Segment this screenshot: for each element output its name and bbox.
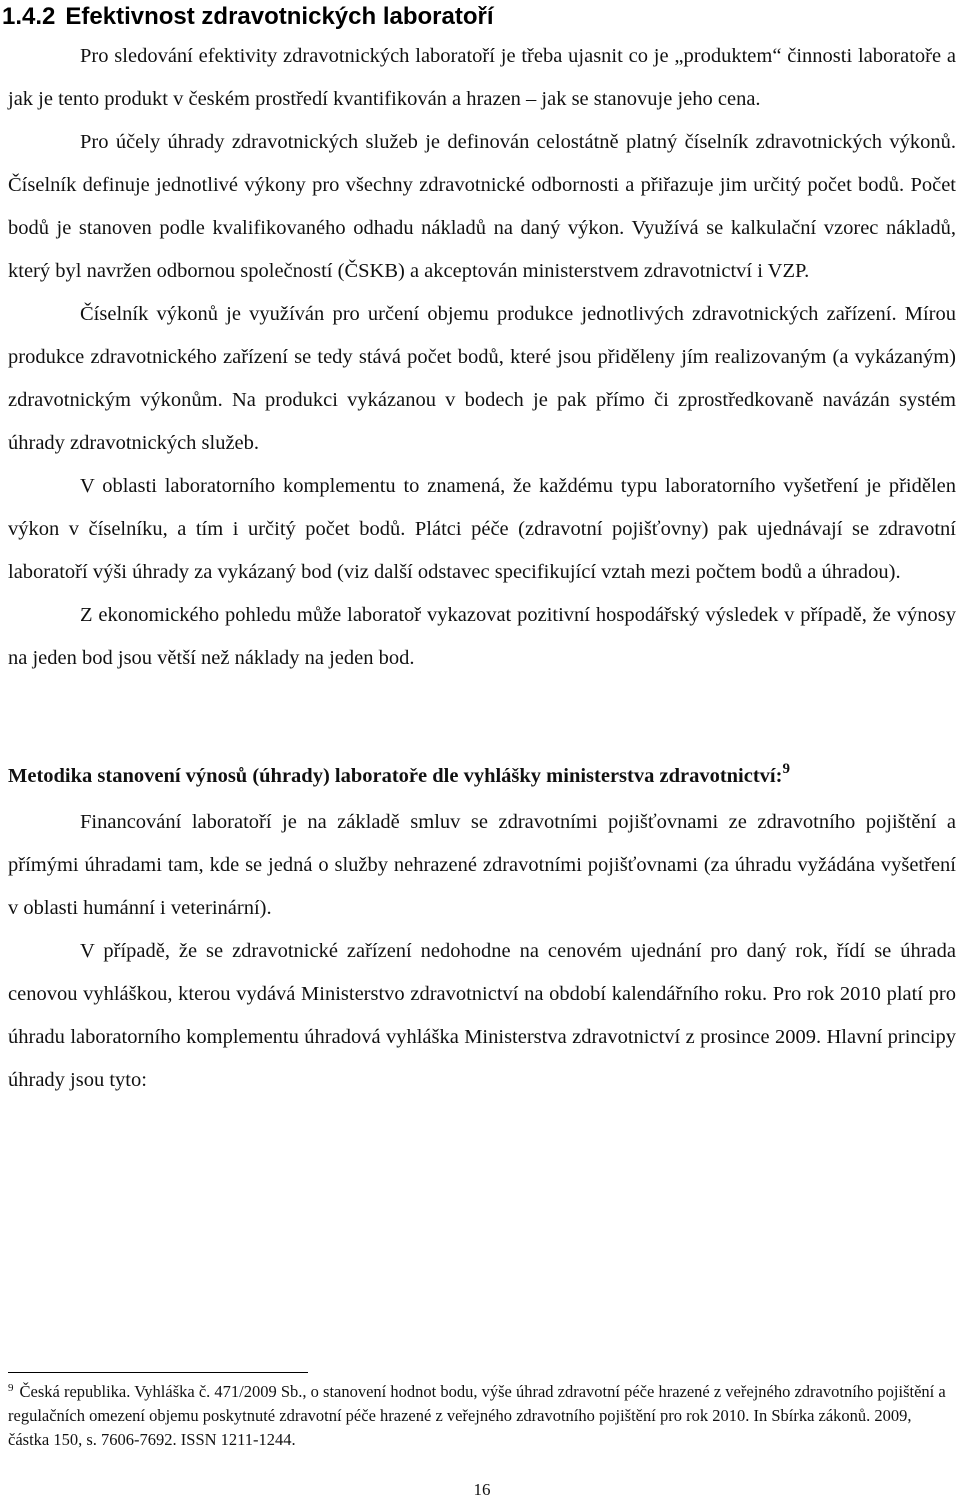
paragraph: Pro účely úhrady zdravotnických služeb je definován celostátně platný číselník zdravotnických výkonů. Číselník definuje jednotlivé výkony pro všechny zdravotnické odbornosti a přiřazuje jim určitý počet bodů. Počet bodů je stanoven podle kvalifikovaného odhadu nákladů na daný výkon. Využívá se kalkulační vzorec nákladů, který byl navržen odbornou společností (ČSKB) a akceptován ministerstvem zdravotnictví i VZP. (8, 131, 956, 282)
footnote-text: Česká republika. Vyhláška č. 471/2009 Sb., o stanovení hodnot bodu, výše úhrad zdravotní péče hrazené z veřejného zdravotního pojištění a regulačních omezení objemu poskytnuté zdravotní péče hrazené z veřejného zdravotního pojištění pro rok 2010. In Sbírka zákonů. 2009, částka 150, s. 7606-7692. ISSN 1211-1244. (8, 1382, 946, 1449)
page-number: 16 (473, 1480, 491, 1499)
document-page (2, 0, 956, 1102)
footnote-divider (8, 1372, 308, 1373)
section-number: 1.4.2 (2, 3, 56, 30)
paragraph: Z ekonomického pohledu může laboratoř vykazovat pozitivní hospodářský výsledek v případě, že výnosy na jeden bod jsou větší než náklady na jeden bod. (8, 604, 956, 669)
footnote-number: 9 (8, 1382, 14, 1394)
paragraph: V případě, že se zdravotnické zařízení nedohodne na cenovém ujednání pro daný rok, řídí se úhrada cenovou vyhláškou, kterou vydává Ministerstvo zdravotnictví na období kalendářního roku. Pro rok 2010 platí pro úhradu laboratorního komplementu úhradová vyhláška Ministerstva zdravotnictví z prosince 2009. Hlavní principy úhrady jsou tyto: (8, 940, 956, 1091)
footnote (8, 1380, 953, 1452)
paragraph: Číselník výkonů je využíván pro určení objemu produkce jednotlivých zdravotnických zařízení. Mírou produkce zdravotnického zařízení se tedy stává počet bodů, které jsou přiděleny jím realizovaným (a vykázaným) zdravotnickým výkonům. Na produkci vykázanou v bodech je pak přímo či zprostředkovaně navázán systém úhrady zdravotnických služeb. (8, 303, 956, 454)
section-heading (2, 2, 956, 32)
subheading (8, 755, 956, 798)
paragraph: Pro sledování efektivity zdravotnických laboratoří je třeba ujasnit co je „produktem“ činnosti laboratoře a jak je tento produkt v českém prostředí kvantifikován a hrazen – jak se stanovuje jeho cena. (8, 45, 956, 110)
section-title: Efektivnost zdravotnických laboratoří (65, 3, 494, 30)
subheading-text: Metodika stanovení výnosů (úhrady) laboratoře dle vyhlášky ministerstva zdravotnictví: (8, 765, 783, 787)
paragraph: Financování laboratoří je na základě smluv se zdravotními pojišťovnami ze zdravotního pojištění a přímými úhradami tam, kde se jedná o služby nehrazené zdravotními pojišťovnami (za úhradu vyžádána vyšetření v oblasti humánní i veterinární). (8, 811, 956, 919)
paragraph: V oblasti laboratorního komplementu to znamená, že každému typu laboratorního vyšetření je přidělen výkon v číselníku, a tím i určitý počet bodů. Plátci péče (zdravotní pojišťovny) pak ujednávají se zdravotní laboratoří výši úhrady za vykázaný bod (viz další odstavec specifikující vztah mezi počtem bodů a úhradou). (8, 475, 956, 583)
footnote-reference[interactable]: 9 (782, 761, 790, 777)
